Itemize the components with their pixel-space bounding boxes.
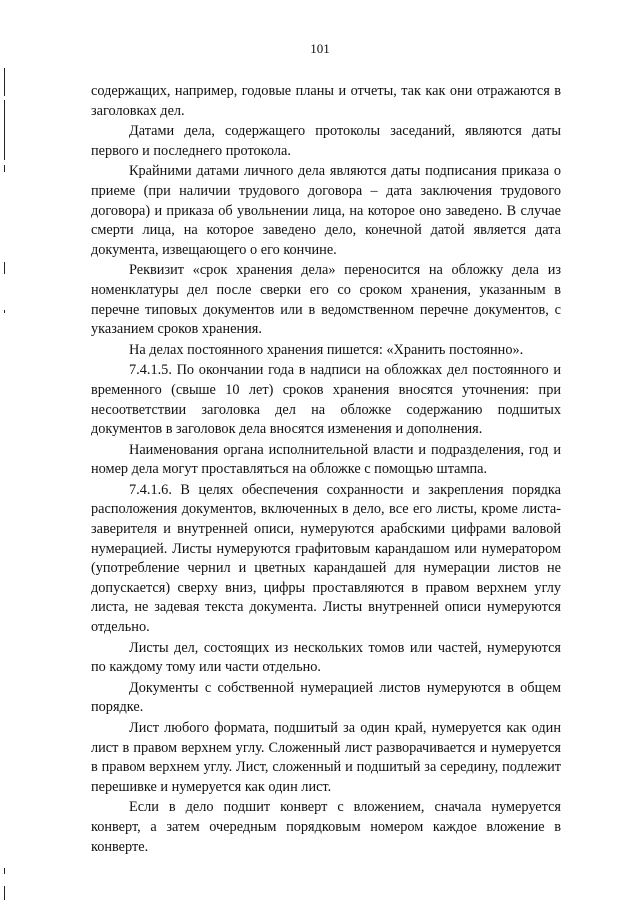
paragraph: На делах постоянного хранения пишется: «Хранить постоянно».	[129, 341, 524, 358]
scan-edge-mark	[4, 868, 5, 874]
scan-edge-mark	[4, 886, 5, 900]
scan-edge-mark	[4, 165, 5, 172]
paragraph: Крайними датами личного дела являются даты подписания приказа о приеме (при наличии трудового договора – дата заключения трудового договора) и приказа об увольнении лица, на которое оно заведено. В случае смерти лица, на которое заведено дело, конечной датой является дата документа, извещающего о его кончине.	[91, 163, 561, 258]
paragraph: Листы дел, состоящих из нескольких томов или частей, нумеруются по каждому тому или части отдельно.	[91, 639, 561, 676]
paragraph: Если в дело подшит конверт с вложением, сначала нумеруется конверт, а затем очередным порядковым номером каждое вложение в конверте.	[91, 799, 561, 855]
scan-edge-mark	[4, 262, 5, 274]
scan-edge-mark	[4, 68, 5, 96]
scan-edge-mark	[4, 310, 5, 313]
paragraph: Реквизит «срок хранения дела» переносится на обложку дела из номенклатуры дел после сверки его со сроком хранения, указанным в перечне типовых документов или в ведомственном перечне документов, с указанием сроков хранения.	[91, 262, 561, 338]
document-body	[91, 82, 561, 857]
scan-edge-mark	[4, 100, 5, 160]
paragraph: Документы с собственной нумерацией листов нумеруются в общем порядке.	[91, 679, 561, 716]
paragraph: 7.4.1.6. В целях обеспечения сохранности и закрепления порядка расположения документов, включенных в дело, все его листы, кроме листа-заверителя и внутренней описи, нумеруются арабскими цифрами валовой нумерацией. Листы нумеруются графитовым карандашом или нумератором (употребление чернил и цветных карандашей для нумерации листов не допускается) сверху вниз, цифры проставляются в правом верхнем углу листа, не задевая текста документа. Листы внутренней описи нумеруются отдельно.	[91, 481, 561, 636]
paragraph: Датами дела, содержащего протоколы заседаний, являются даты первого и последнего протокола.	[91, 123, 561, 159]
paragraph: Наименования органа исполнительной власти и подразделения, год и номер дела могут проставляться на обложке с помощью штампа.	[91, 441, 561, 478]
paragraph: 7.4.1.5. По окончании года в надписи на обложках дел постоянного и временного (свыше 10 лет) сроков хранения вносятся уточнения: при несоответствии заголовка дел на обложке содержанию подшитых документов в заголовок дела вносятся изменения и дополнения.	[91, 362, 561, 438]
paragraph: Лист любого формата, подшитый за один край, нумеруется как один лист в правом верхнем углу. Сложенный лист разворачивается и нумеруется в правом верхнем углу. Лист, сложенный и подшитый за середину, подлежит перешивке и нумеруется как один лист.	[91, 720, 561, 795]
paragraph: содержащих, например, годовые планы и отчеты, так как они отражаются в заголовках дел.	[91, 83, 561, 119]
page-number: 101	[310, 41, 330, 56]
